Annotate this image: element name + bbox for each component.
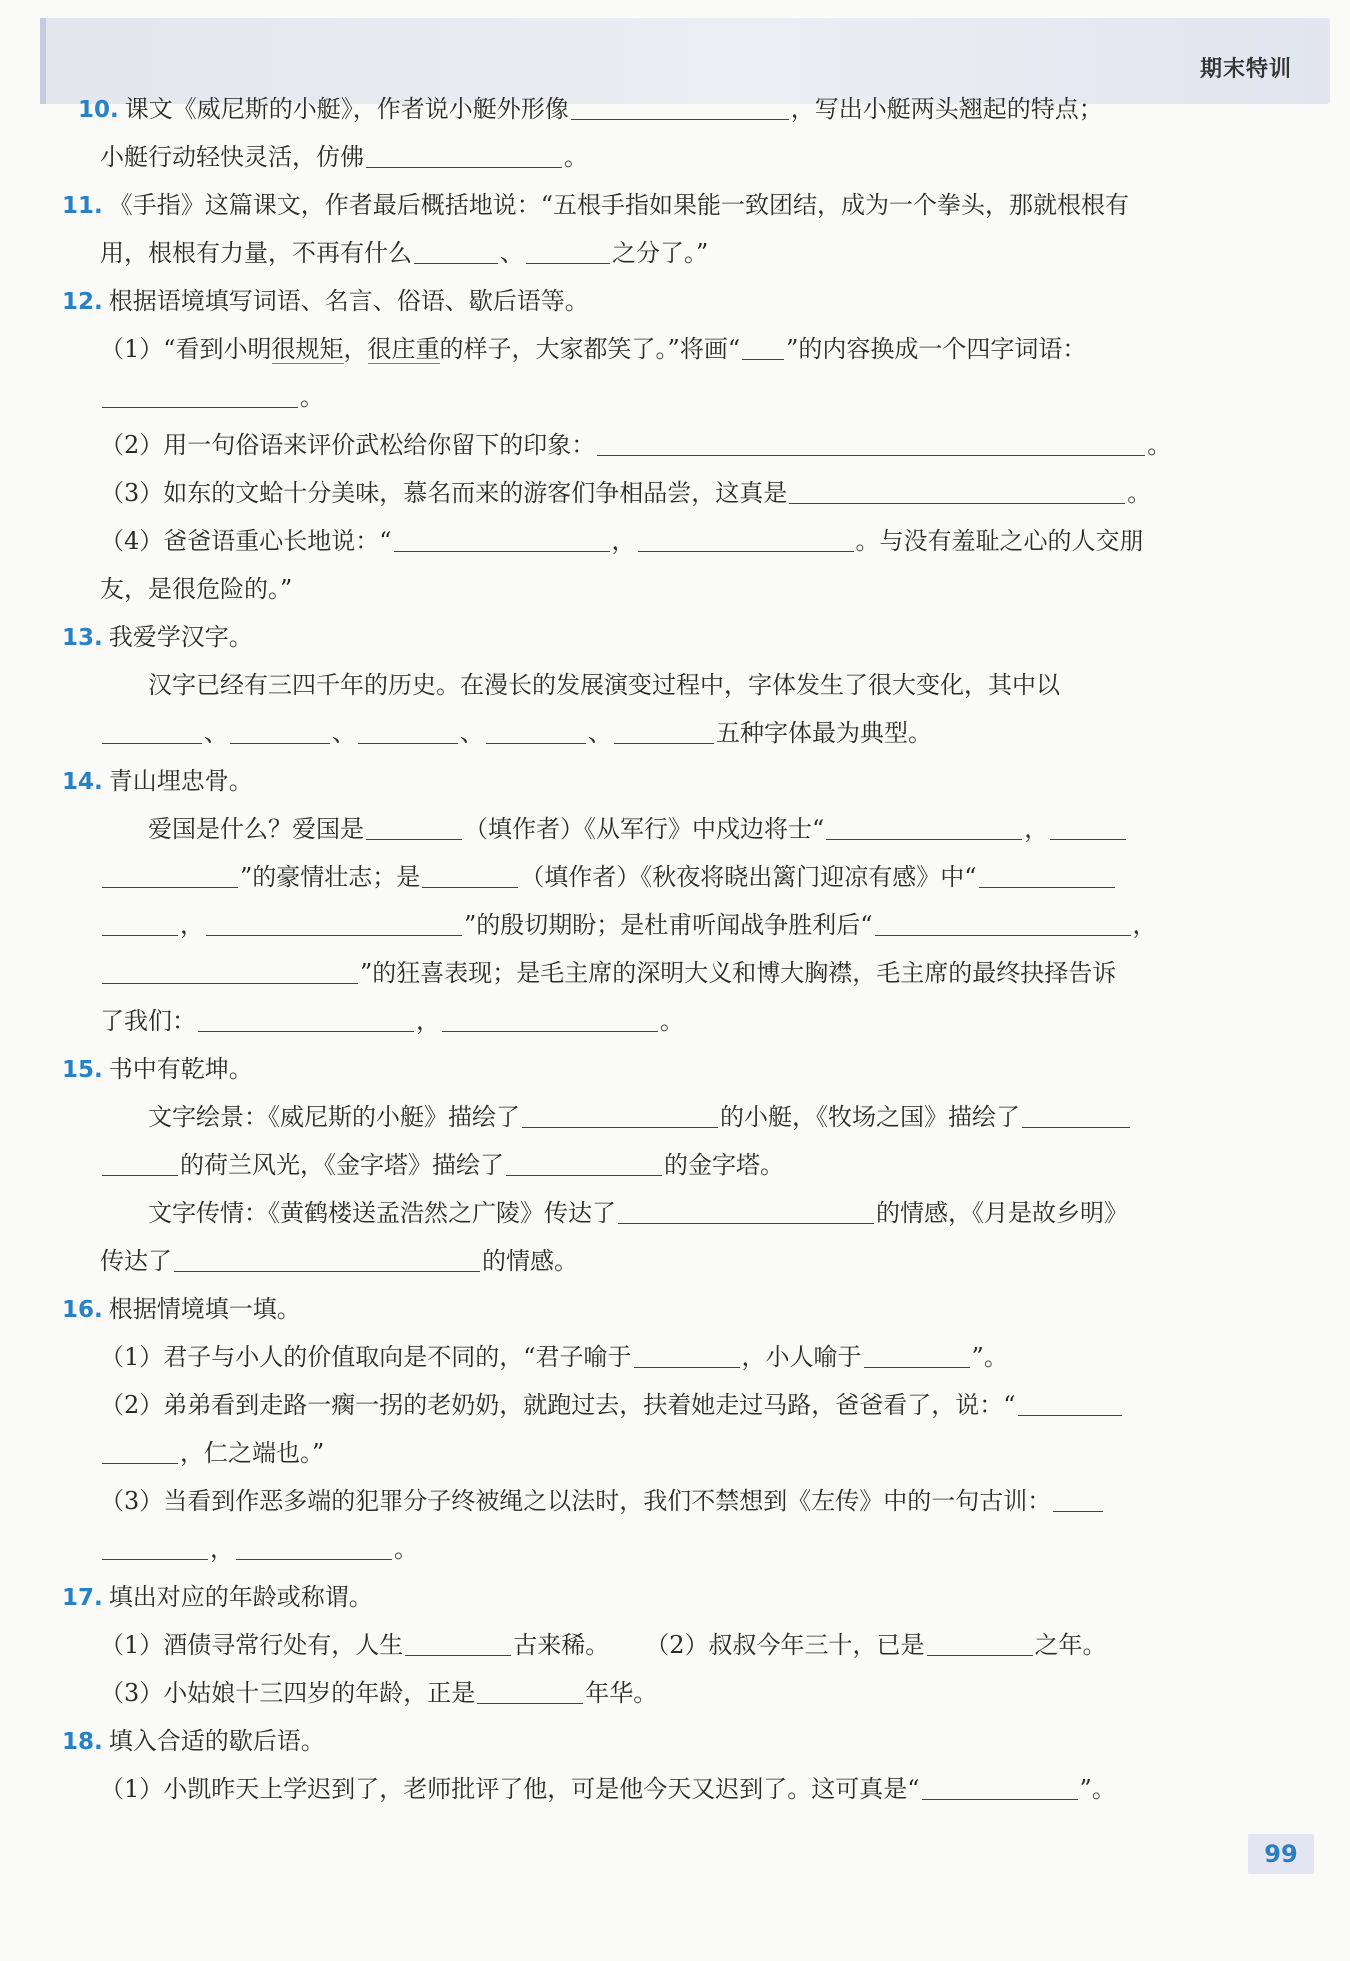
q15-text: 的情感，《月是故乡明》 (876, 1199, 1128, 1227)
q12-text: 。 (300, 383, 324, 411)
q13-separator: 、 (460, 719, 484, 747)
q10-line-2 (100, 144, 588, 172)
q14-text: 了我们： (100, 1007, 196, 1035)
q15-number: 15. (62, 1057, 103, 1083)
q10-text: 课文《威尼斯的小艇》，作者说小艇外形像 (124, 95, 569, 123)
q15-blank-1[interactable] (522, 1107, 718, 1128)
header-band (40, 18, 1330, 104)
q13-title-line (62, 624, 253, 652)
q16-blank-4b[interactable] (102, 1539, 208, 1560)
q12-text: （2）用一句俗语来评价武松给你留下的印象： (100, 431, 596, 459)
q16-blank-3b[interactable] (102, 1443, 178, 1464)
q13-separator: 、 (588, 719, 612, 747)
q15-text: 的小艇，《牧场之国》描绘了 (720, 1103, 1020, 1131)
q15-text: 文字绘景：《威尼斯的小艇》描绘了 (148, 1103, 520, 1131)
q12-text: 的样子，大家都笑了。”将画“ (439, 335, 741, 363)
q12-title-line (62, 288, 589, 316)
q11-line-1 (62, 192, 1129, 220)
q14-blank-3b[interactable] (102, 915, 178, 936)
q18-blank-1[interactable] (922, 1779, 1078, 1800)
q12-title: 根据语境填写词语、名言、俗语、歇后语等。 (108, 287, 589, 315)
q15-text: 的荷兰风光，《金字塔》描绘了 (180, 1151, 504, 1179)
q15-line-2 (100, 1152, 784, 1180)
q12-text: （3）如东的文蛤十分美味，慕名而来的游客们争相品尝，这真是 (100, 479, 788, 507)
q12-text: ， (611, 527, 636, 555)
q13-body-line-2 (100, 720, 932, 748)
q13-blank-5[interactable] (614, 723, 714, 744)
q11-text: 用，根根有力量，不再有什么 (100, 239, 412, 267)
q17-text: （3）小姑娘十三四岁的年龄，正是 (100, 1679, 476, 1707)
q12-underlined-word: 很庄重 (367, 335, 440, 363)
q12-p4-line (100, 528, 1144, 556)
q14-text: 爱国是什么？爱国是 (148, 815, 364, 843)
q12-blank-2[interactable] (597, 435, 1145, 456)
q12-underline-marker (742, 339, 784, 360)
q13-blank-2[interactable] (230, 723, 330, 744)
q16-text: ， (210, 1535, 234, 1563)
q15-blank-4[interactable] (618, 1203, 874, 1224)
q14-line-1 (148, 816, 1128, 844)
q14-blank-5b[interactable] (102, 963, 358, 984)
q16-text: ，小人喻于 (741, 1343, 862, 1371)
q12-p4-line-2 (100, 576, 292, 604)
q14-blank-3a[interactable] (979, 867, 1115, 888)
q15-blank-3[interactable] (506, 1155, 662, 1176)
q16-blank-1[interactable] (634, 1347, 740, 1368)
q14-line-5 (100, 1008, 684, 1036)
q10-text: ，写出小艇两头翘起的特点； (790, 95, 1103, 123)
section-title: 期末特训 (1199, 57, 1292, 82)
q14-blank-7[interactable] (442, 1011, 658, 1032)
q17-blank-3[interactable] (477, 1683, 583, 1704)
q13-body-line-1 (148, 672, 1060, 700)
q12-text: （4）爸爸语重心长地说：“ (100, 527, 392, 555)
q13-text: 汉字已经有三四千年的历史。在漫长的发展演变过程中，字体发生了很大变化，其中以 (148, 671, 1060, 699)
q14-text: ”的狂喜表现；是毛主席的深明大义和博大胸襟，毛主席的最终抉择告诉 (360, 959, 1117, 987)
q14-text: ， (416, 1007, 440, 1035)
q15-text: 文字传情：《黄鹤楼送孟浩然之广陵》传达了 (148, 1199, 616, 1227)
q11-line-2 (100, 240, 708, 268)
q14-text: ， (180, 911, 204, 939)
q13-blank-4[interactable] (486, 723, 586, 744)
q14-text: 。 (660, 1007, 684, 1035)
q17-blank-2[interactable] (927, 1635, 1033, 1656)
q17-text: （2）叔叔今年三十，已是 (645, 1631, 925, 1659)
q16-blank-2[interactable] (864, 1347, 970, 1368)
q18-text: ”。 (1079, 1775, 1116, 1803)
q14-text: ， (1024, 815, 1049, 843)
q15-title: 书中有乾坤。 (108, 1055, 253, 1083)
q17-title: 填出对应的年龄或称谓。 (108, 1583, 373, 1611)
q15-blank-5[interactable] (174, 1251, 480, 1272)
q17-blank-1[interactable] (405, 1635, 511, 1656)
q15-blank-2a[interactable] (1022, 1107, 1130, 1128)
q12-text: 。 (1147, 431, 1172, 459)
q12-p3-line (100, 480, 1151, 508)
q12-text: （1）“看到小明 (100, 335, 272, 363)
q15-blank-2b[interactable] (102, 1155, 178, 1176)
q15-text: 的情感。 (482, 1247, 578, 1275)
q11-blank-1[interactable] (414, 243, 498, 264)
q14-blank-6[interactable] (198, 1011, 414, 1032)
q16-p2-line-2 (100, 1440, 324, 1468)
q15-text: 的金字塔。 (664, 1151, 784, 1179)
q15-line-4 (100, 1248, 578, 1276)
q14-text: ”的豪情壮志；是 (240, 863, 421, 891)
q17-text: （1）酒债寻常行处有，人生 (100, 1631, 404, 1659)
q15-title-line (62, 1056, 253, 1084)
q12-text: 。 (1127, 479, 1152, 507)
q12-text: ， (343, 335, 368, 363)
q18-title: 填入合适的歇后语。 (108, 1727, 325, 1755)
q13-blank-1[interactable] (102, 723, 202, 744)
q17-text: 古来稀。 (513, 1631, 610, 1659)
q10-text: 小艇行动轻快灵活，仿佛 (100, 143, 364, 171)
q14-text: ， (1132, 911, 1157, 939)
q10-number: 10. (78, 97, 119, 123)
q15-line-1 (148, 1104, 1132, 1132)
q13-blank-3[interactable] (358, 723, 458, 744)
q14-title-line (62, 768, 253, 796)
q10-text: 。 (564, 143, 588, 171)
q16-blank-3a[interactable] (1018, 1395, 1122, 1416)
q13-number: 13. (62, 625, 103, 651)
q17-text: 年华。 (585, 1679, 658, 1707)
q12-blank-4[interactable] (394, 531, 610, 552)
q16-blank-4a[interactable] (1053, 1491, 1103, 1512)
q16-p3-line (100, 1488, 1105, 1516)
q14-line-4 (100, 960, 1116, 988)
q17-p1-line (100, 1632, 1107, 1660)
q14-blank-4[interactable] (206, 915, 462, 936)
q16-text: （1）君子与小人的价值取向是不同的，“君子喻于 (100, 1343, 632, 1371)
q18-p1-line (100, 1776, 1116, 1804)
q14-blank-1[interactable] (826, 819, 1022, 840)
q14-number: 14. (62, 769, 103, 795)
q14-text: （填作者）《从军行》中戍边将士“ (464, 815, 825, 843)
q14-blank-author-2[interactable] (422, 867, 518, 888)
q14-line-3 (100, 912, 1157, 940)
q15-line-3 (148, 1200, 1128, 1228)
q18-title-line (62, 1728, 325, 1756)
q13-separator: 、 (204, 719, 228, 747)
q12-p1-line (100, 336, 1086, 364)
q16-text: ”。 (971, 1343, 1008, 1371)
q11-text: 之分了。” (612, 239, 709, 267)
q12-text: 。与没有羞耻之心的人交朋 (855, 527, 1144, 555)
q13-text: 五种字体最为典型。 (716, 719, 932, 747)
q12-blank-3[interactable] (789, 483, 1125, 504)
q14-blank-author-1[interactable] (366, 819, 462, 840)
q18-number: 18. (62, 1729, 103, 1755)
q16-number: 16. (62, 1297, 103, 1323)
q11-text: 、 (500, 239, 524, 267)
q12-p1-answer-line (100, 384, 324, 412)
q10-line-1 (78, 96, 1103, 124)
q18-text: （1）小凯昨天上学迟到了，老师批评了他，可是他今天又迟到了。这可真是“ (100, 1775, 920, 1803)
q11-text: 《手指》这篇课文，作者最后概括地说：“五根手指如果能一致团结，成为一个拳头，那就根根有 (108, 191, 1130, 219)
q12-blank-1[interactable] (102, 387, 298, 408)
q12-blank-5[interactable] (638, 531, 854, 552)
q12-text: ”的内容换成一个四字词语： (786, 335, 1087, 363)
q12-text: 友，是很危险的。” (100, 575, 293, 603)
q16-p3-line-2 (100, 1536, 418, 1564)
q10-blank-1[interactable] (571, 99, 789, 120)
page-number: 99 (1248, 1834, 1314, 1874)
q14-text: （填作者）《秋夜将晓出篱门迎凉有感》中“ (520, 863, 977, 891)
q12-p2-line (100, 432, 1171, 460)
q17-title-line (62, 1584, 373, 1612)
q12-number: 12. (62, 289, 103, 315)
q15-text: 传达了 (100, 1247, 172, 1275)
q17-p3-line (100, 1680, 657, 1708)
q16-text: （3）当看到作恶多端的犯罪分子终被绳之以法时，我们不禁想到《左传》中的一句古训： (100, 1487, 1052, 1515)
q14-text: ”的殷切期盼；是杜甫听闻战争胜利后“ (464, 911, 873, 939)
q14-line-2 (100, 864, 1117, 892)
q16-text: ，仁之端也。” (180, 1439, 325, 1467)
q16-title-line (62, 1296, 301, 1324)
q16-title: 根据情境填一填。 (108, 1295, 301, 1323)
q14-title: 青山埋忠骨。 (108, 767, 253, 795)
q11-blank-2[interactable] (526, 243, 610, 264)
q14-blank-2b[interactable] (102, 867, 238, 888)
q10-blank-2[interactable] (366, 147, 562, 168)
q11-number: 11. (62, 193, 103, 219)
q16-p2-line (100, 1392, 1124, 1420)
q14-blank-5a[interactable] (875, 915, 1131, 936)
q14-blank-2a[interactable] (1050, 819, 1126, 840)
q16-text: 。 (394, 1535, 418, 1563)
q12-underlined-word: 很规矩 (271, 335, 344, 363)
q17-text: 之年。 (1034, 1631, 1107, 1659)
q13-title: 我爱学汉字。 (108, 623, 253, 651)
q13-separator: 、 (332, 719, 356, 747)
q16-text: （2）弟弟看到走路一瘸一拐的老奶奶，就跑过去，扶着她走过马路，爸爸看了，说：“ (100, 1391, 1016, 1419)
q16-blank-5[interactable] (236, 1539, 392, 1560)
q17-number: 17. (62, 1585, 103, 1611)
q16-p1-line (100, 1344, 1008, 1372)
